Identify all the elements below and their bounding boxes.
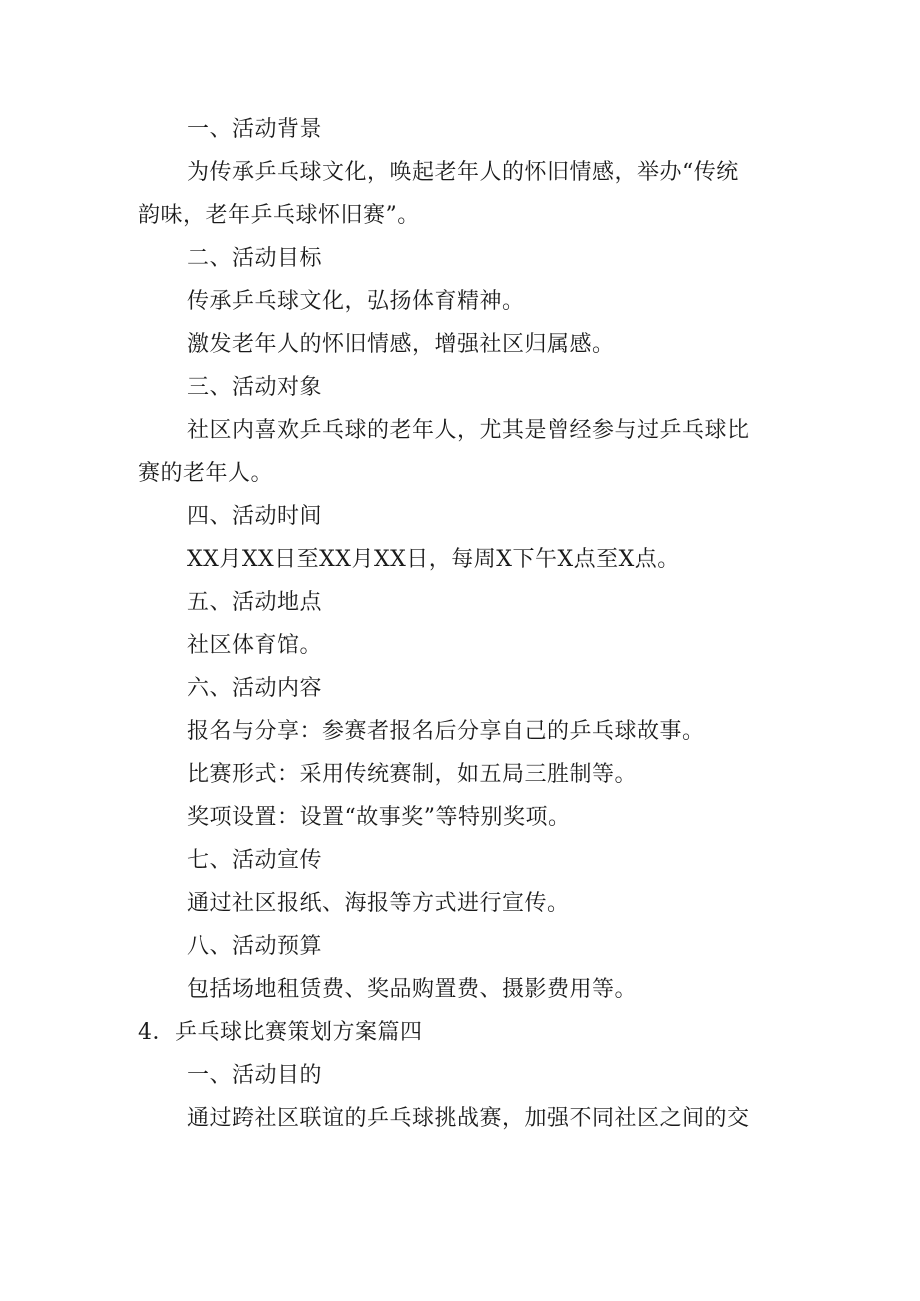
section-heading-time: 四、活动时间	[187, 504, 323, 529]
section-heading-promotion: 七、活动宣传	[187, 848, 323, 873]
section-heading-budget: 八、活动预算	[187, 934, 323, 959]
paragraph-promotion: 通过社区报纸、海报等方式进行宣传。	[187, 891, 570, 916]
section-heading-goals: 二、活动目标	[187, 246, 323, 271]
paragraph-content-line-3: 奖项设置：设置“故事奖”等特别奖项。	[187, 805, 571, 830]
section-heading-purpose: 一、活动目的	[187, 1063, 323, 1088]
paragraph-budget: 包括场地租赁费、奖品购置费、摄影费用等。	[187, 977, 638, 1002]
paragraph-goals-line-2: 激发老年人的怀旧情感，增强社区归属感。	[187, 332, 615, 357]
paragraph-time: XX月XX日至XX月XX日，每周X下午X点至X点。	[187, 547, 680, 572]
section-heading-background: 一、活动背景	[187, 117, 323, 142]
section-heading-content: 六、活动内容	[187, 676, 323, 701]
section-heading-place: 五、活动地点	[187, 590, 323, 615]
paragraph-place: 社区体育馆。	[187, 633, 323, 658]
paragraph-background-line-1: 为传承乒乓球文化，唤起老年人的怀旧情感，举办“传统	[187, 160, 739, 185]
paragraph-target-line-2: 赛的老年人。	[138, 461, 274, 486]
paragraph-purpose-line-1: 通过跨社区联谊的乒乓球挑战赛，加强不同社区之间的交	[187, 1106, 750, 1131]
paragraph-background-line-2: 韵味，老年乒乓球怀旧赛”。	[138, 203, 420, 228]
paragraph-content-line-1: 报名与分享：参赛者报名后分享自己的乒乓球故事。	[187, 719, 705, 744]
paragraph-goals-line-1: 传承乒乓球文化，弘扬体育精神。	[187, 289, 525, 314]
paragraph-target-line-1: 社区内喜欢乒乓球的老年人，尤其是曾经参与过乒乓球比	[187, 418, 750, 443]
paragraph-content-line-2: 比赛形式：采用传统赛制，如五局三胜制等。	[187, 762, 638, 787]
section-title-part-four: 4．乒乓球比赛策划方案篇四	[138, 1020, 423, 1045]
section-heading-target: 三、活动对象	[187, 375, 323, 400]
